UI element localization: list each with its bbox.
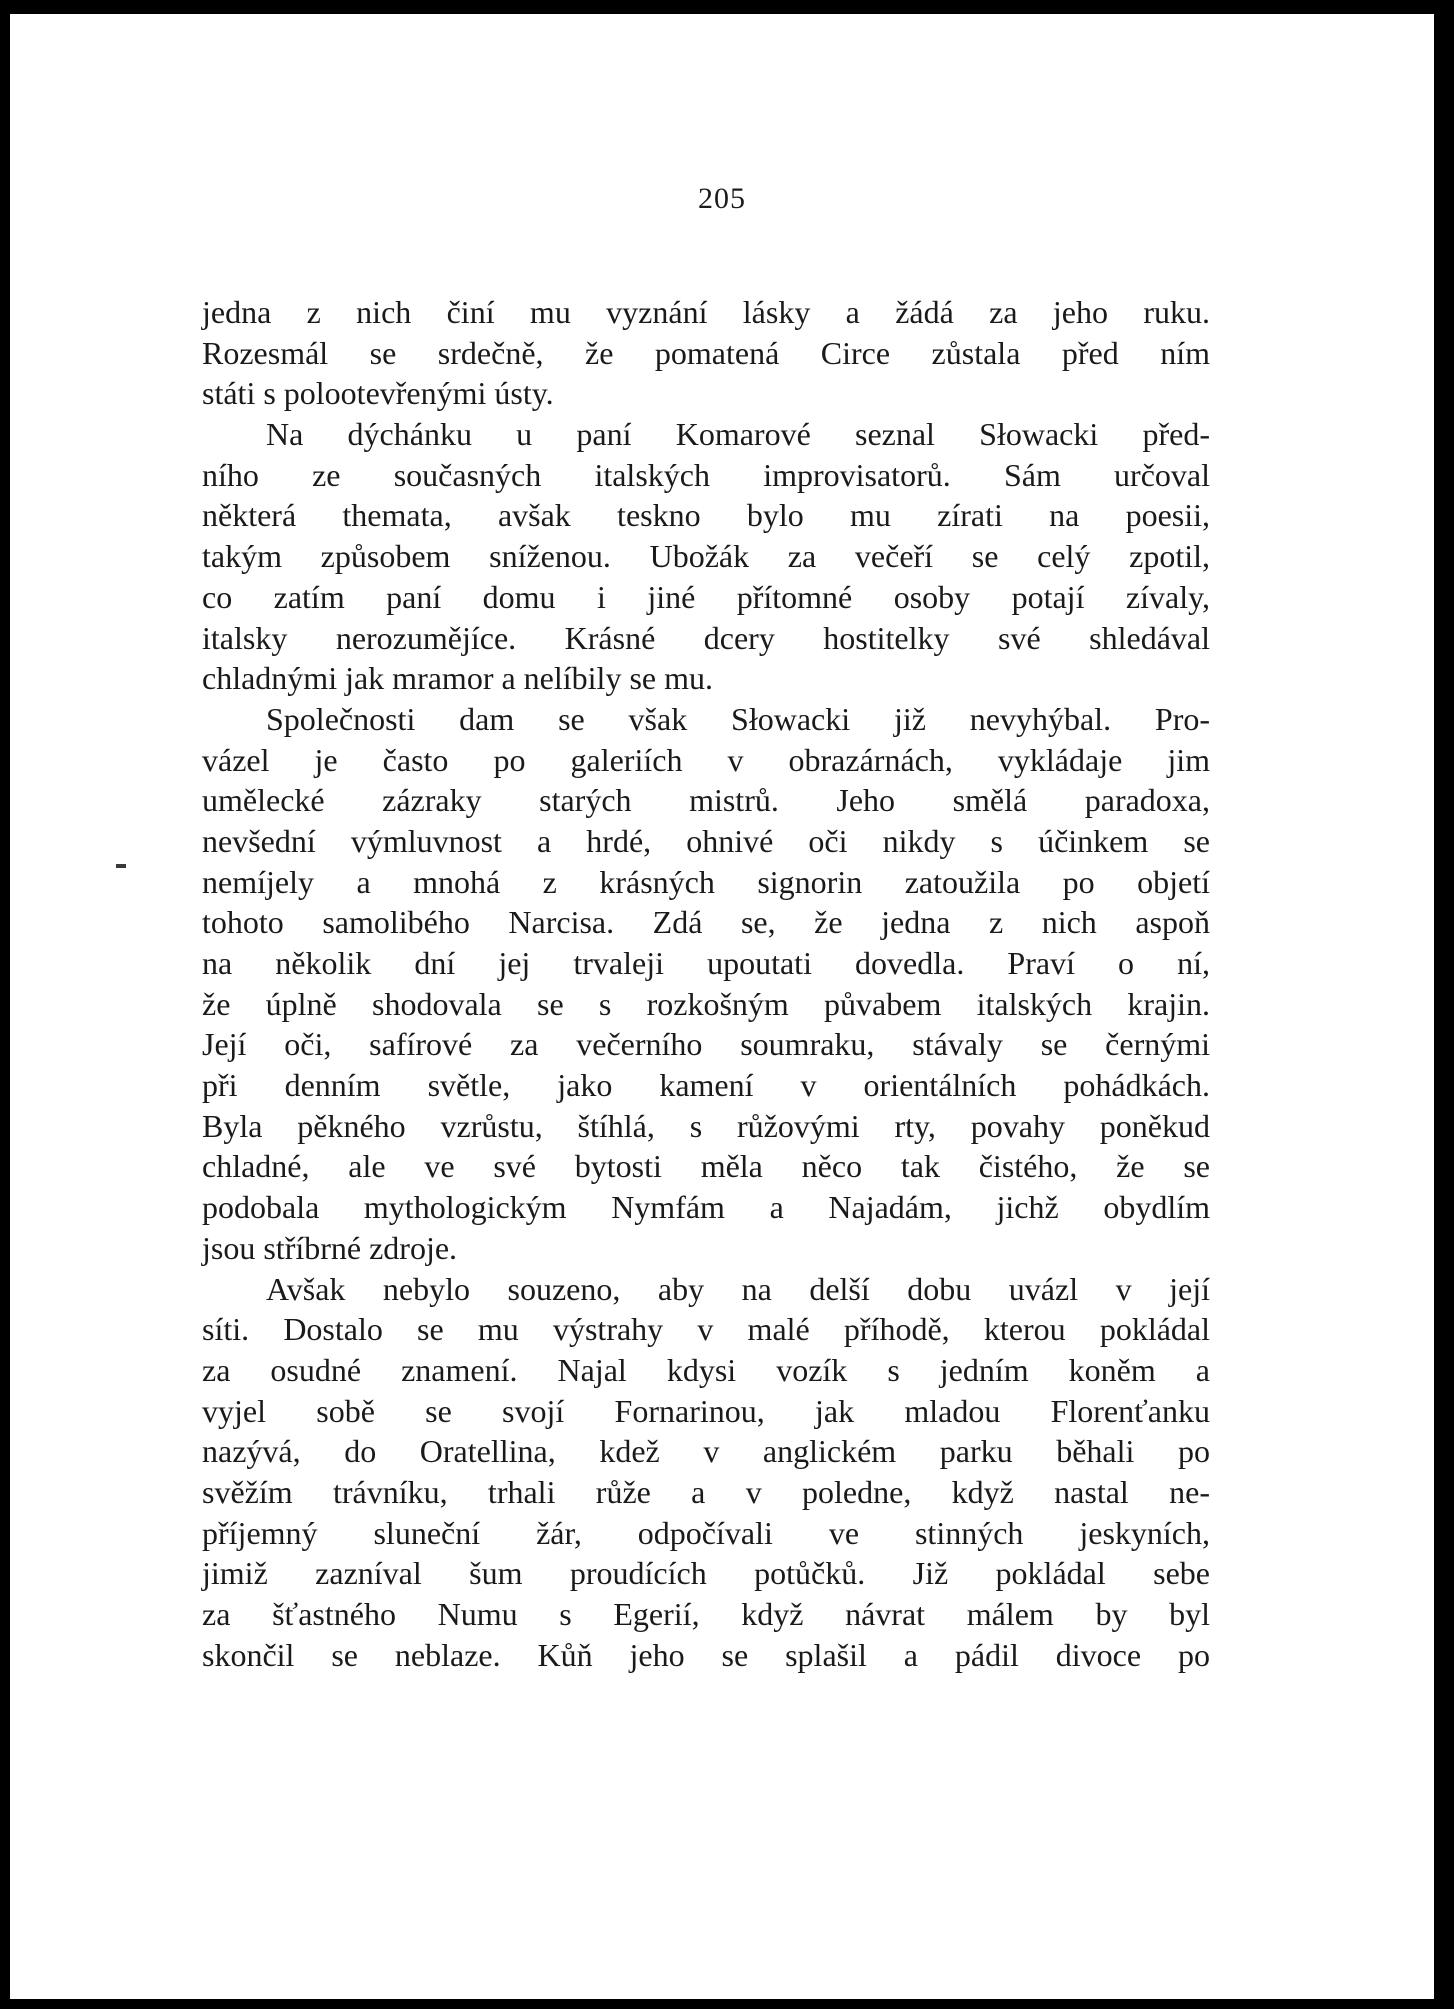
text-line: Její oči, safírové za večerního soumraku, stávaly se černými — [202, 1026, 1210, 1063]
text-line: některá themata, avšak teskno bylo mu zírati na poesii, — [202, 497, 1210, 534]
text-line: Společnosti dam se však Słowacki již nevyhýbal. Pro- — [266, 700, 1210, 737]
text-line: co zatím paní domu i jiné přítomné osoby potají zívaly, — [202, 578, 1210, 615]
text-line: takým způsobem sníženou. Ubožák za večeří se celý zpotil, — [202, 538, 1210, 575]
text-line: Byla pěkného vzrůstu, štíhlá, s růžovými rty, povahy poněkud — [202, 1107, 1210, 1144]
text-line: jimiž zazníval šum proudících potůčků. Již pokládal sebe — [202, 1555, 1210, 1592]
text-line: při denním světle, jako kamení v orientálních pohádkách. — [202, 1067, 1210, 1104]
text-line: Avšak nebylo souzeno, aby na delší dobu uvázl v její — [266, 1270, 1210, 1307]
text-line: Rozesmál se srdečně, že pomatená Circe zůstala před ním — [202, 334, 1210, 371]
text-line: chladnými jak mramor a nelíbily se mu. — [202, 660, 713, 697]
text-line: jedna z nich činí mu vyznání lásky a žádá za jeho ruku. — [202, 294, 1210, 330]
text-line: chladné, ale ve své bytosti měla něco tak čistého, že se — [202, 1148, 1210, 1185]
text-line: že úplně shodovala se s rozkošným půvabem italských krajin. — [202, 985, 1210, 1022]
body-text — [202, 292, 1210, 1675]
text-line: příjemný sluneční žár, odpočívali ve stinných jeskyních, — [202, 1514, 1210, 1551]
text-line: nemíjely a mnohá z krásných signorin zatoužila po objetí — [202, 863, 1210, 900]
text-line: podobala mythologickým Nymfám a Najadám, jichž obydlím — [202, 1189, 1210, 1226]
text-line: jsou stříbrné zdroje. — [202, 1229, 458, 1266]
text-line: ního ze současných italských improvisatorů. Sám určoval — [202, 456, 1210, 493]
text-line: za šťastného Numu s Egerií, když návrat málem by byl — [202, 1596, 1210, 1632]
text-line: vyjel sobě se svojí Fornarinou, jak mladou Florenťanku — [202, 1392, 1210, 1429]
scan-mark — [116, 864, 126, 868]
text-line: umělecké zázraky starých mistrů. Jeho smělá paradoxa, — [202, 782, 1210, 819]
text-line: vázel je často po galeriích v obrazárnách, vykládaje jim — [202, 741, 1210, 778]
text-line: státi s polootevřenými ústy. — [202, 375, 554, 412]
text-line: za osudné znamení. Najal kdysi vozík s jedním koněm a — [202, 1351, 1210, 1388]
book-page — [10, 14, 1434, 1999]
text-line: tohoto samolibého Narcisa. Zdá se, že jedna z nich aspoň — [202, 904, 1210, 941]
text-line: Na dýchánku u paní Komarové seznal Słowacki před- — [266, 416, 1210, 453]
text-line: nazývá, do Oratellina, kdež v anglickém parku běhali po — [202, 1433, 1210, 1470]
text-line: nevšední výmluvnost a hrdé, ohnivé oči nikdy s účinkem se — [202, 822, 1210, 859]
text-line: skončil se neblaze. Kůň jeho se splašil a pádil divoce po — [202, 1636, 1210, 1673]
text-line: italsky nerozumějíce. Krásné dcery hostitelky své shledával — [202, 619, 1210, 656]
text-line: svěžím trávníku, trhali růže a v poledne, když nastal ne- — [202, 1473, 1210, 1510]
text-line: síti. Dostalo se mu výstrahy v malé příhodě, kterou pokládal — [202, 1311, 1210, 1348]
text-line: na několik dní jej trvaleji upoutati dovedla. Praví o ní, — [202, 945, 1210, 981]
page-number: 205 — [698, 182, 746, 215]
